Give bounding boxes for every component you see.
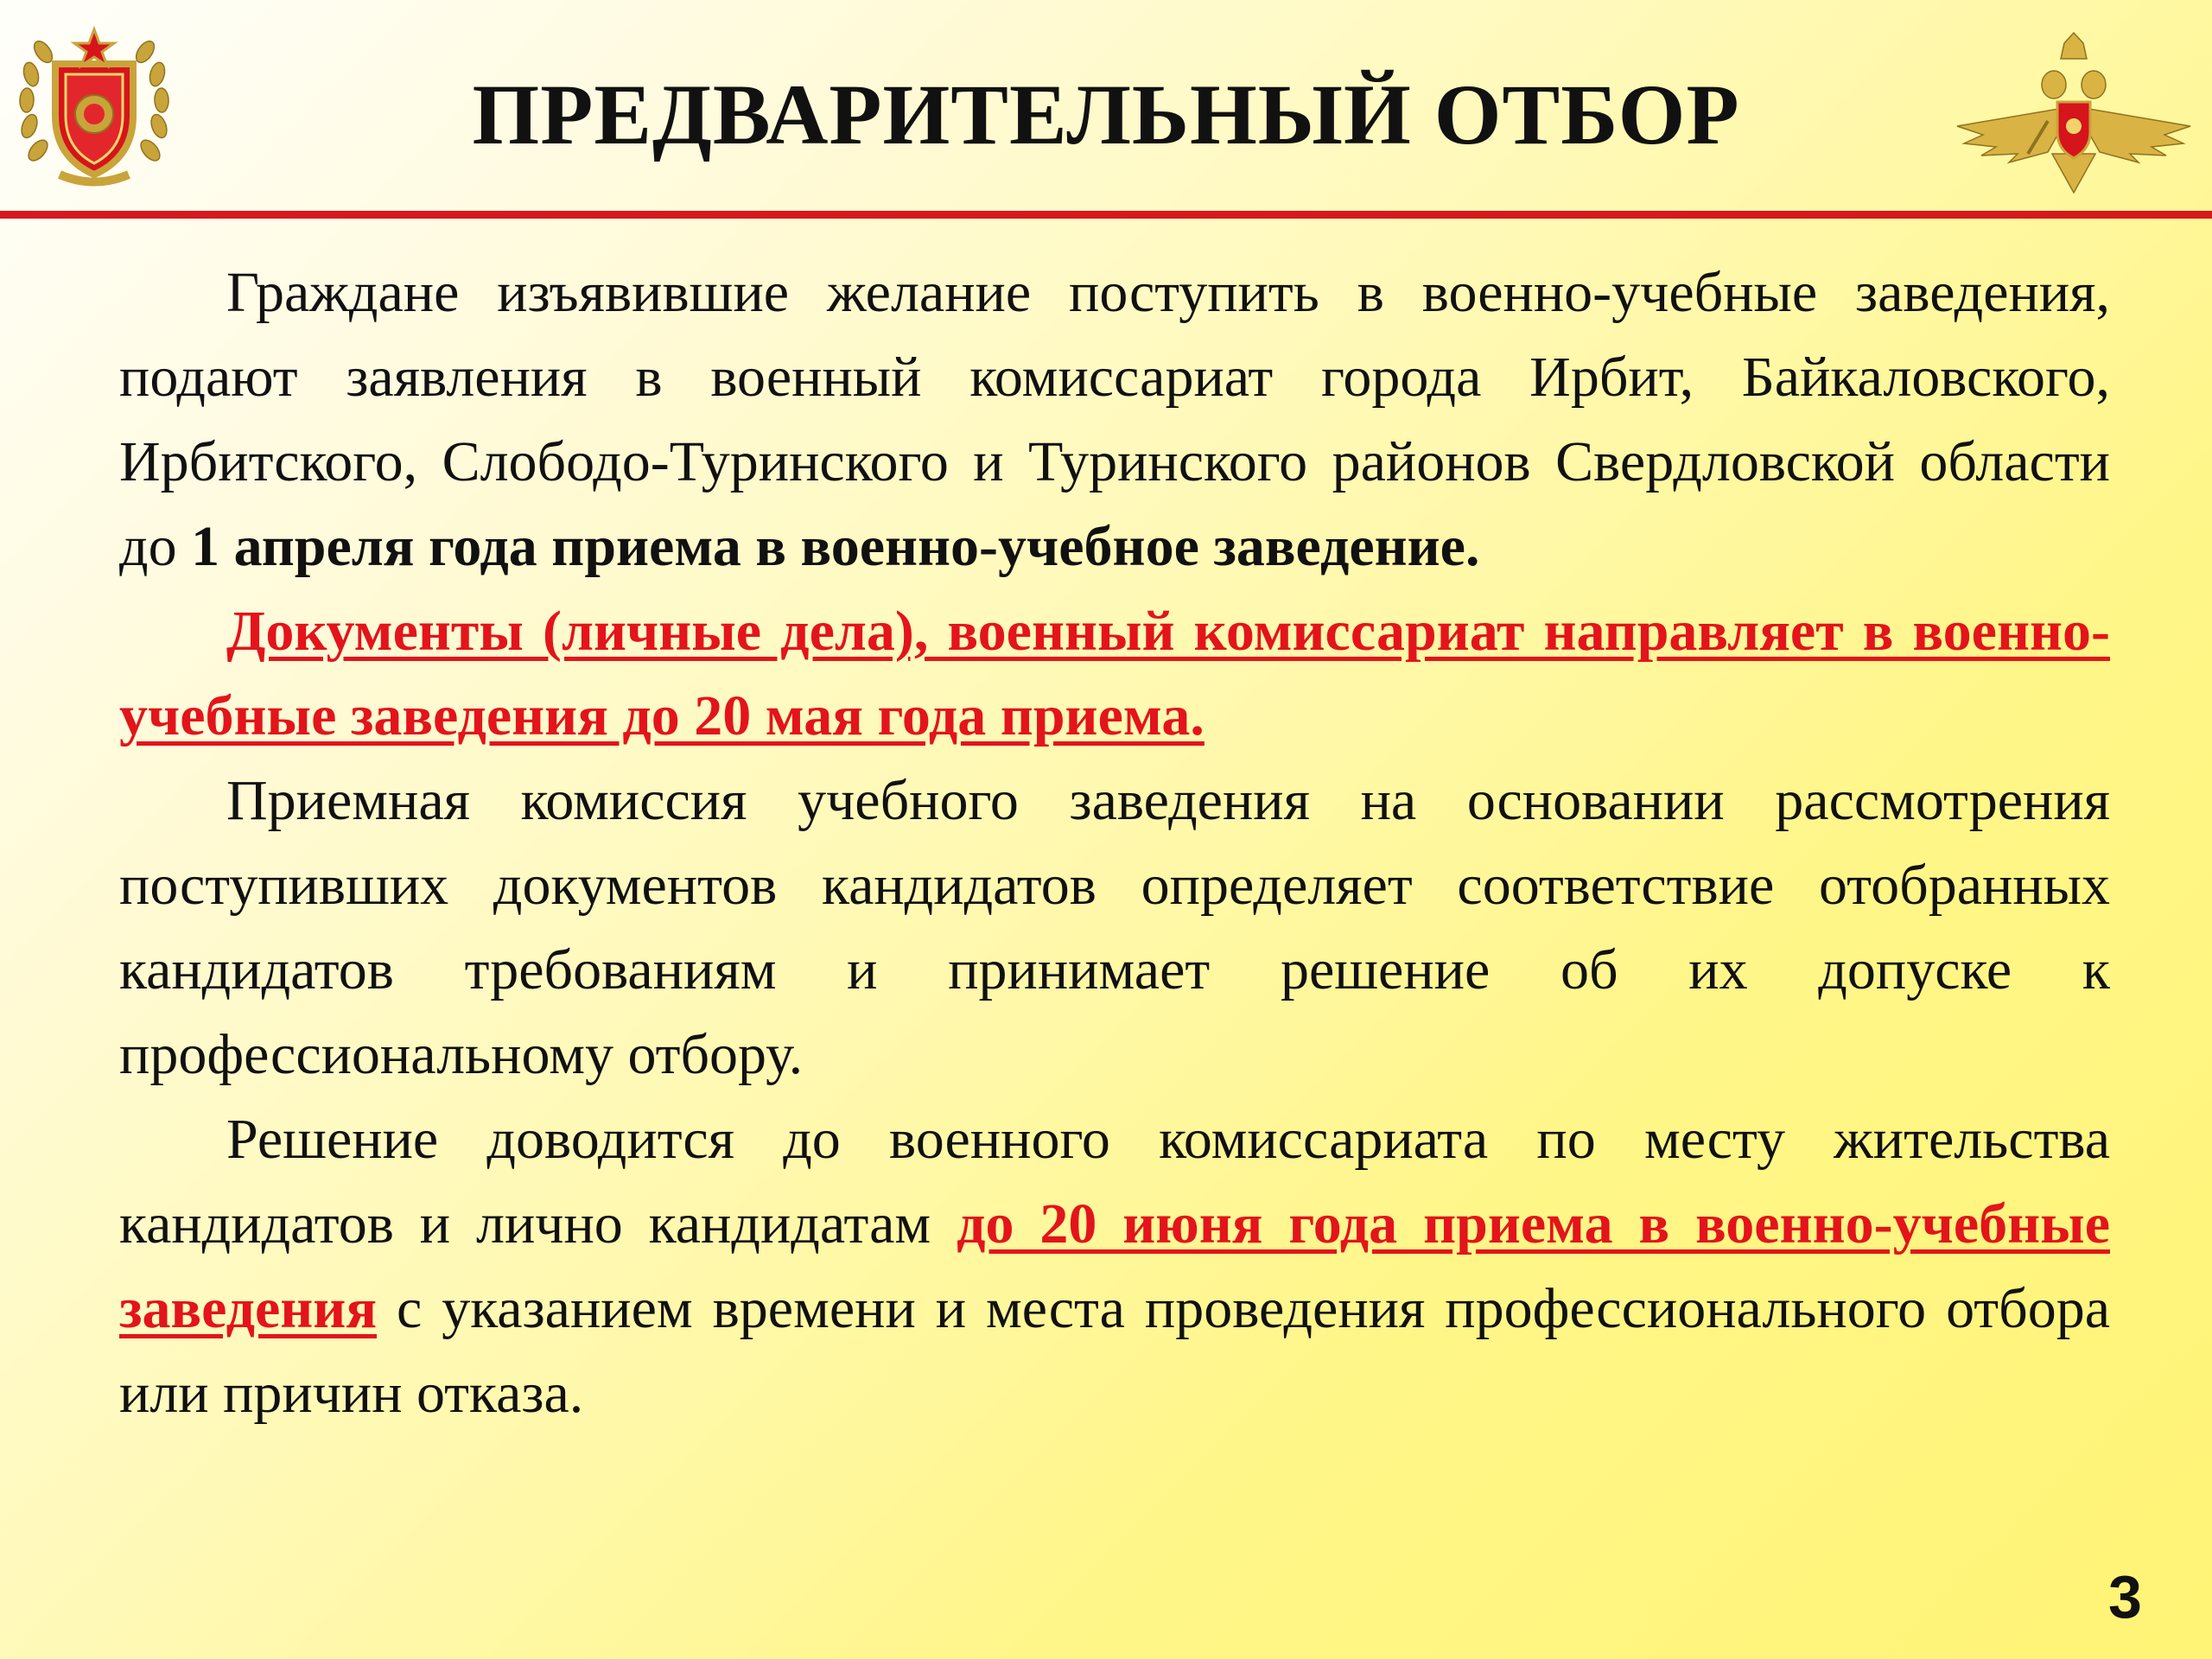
paragraph-decision-notice [119,1097,2110,1436]
paragraph-text: Приемная комиссия учебного заведения на основании рассмотрения поступивших документов кандидатов определяет соответствие отобранных кандидатов требованиям и принимает решение об их допуске к профессиональному отбору. [119,769,2110,1086]
paragraph-text: с указанием времени и места проведения профессионального отбора или причин отказа. [119,1277,2110,1425]
page-number: 3 [2108,1563,2142,1630]
paragraph-application-deadline [119,251,2110,589]
header-divider [0,211,2212,219]
paragraph-text: Решение доводится до военного комиссариата по месту жительства кандидатов и лично кандидатам [119,1108,2110,1255]
deadline-may-highlight: Документы (личные дела), военный комиссариат направляет в военно-учебные заведения до 20 мая года приема. [119,600,2110,747]
paragraph-documents-deadline [119,589,2110,759]
paragraph-text: Граждане изъявившие желание поступить в военно-учебные заведения, подают заявления в военный комиссариат города Ирбит, Байкаловского, Ирбитского, Слободо-Туринского и Туринского районов Свердловской области до [119,261,2110,578]
deadline-april-bold: 1 апреля года приема в военно-учебное заведение. [191,515,1480,578]
deadline-june-highlight: до 20 июня года приема в военно-учебные заведения [119,1192,2110,1340]
military-commissariat-emblem-icon [12,12,176,198]
document-body [119,251,2110,1436]
paragraph-admission-committee [119,759,2110,1097]
page-title: ПРЕДВАРИТЕЛЬНЫЙ ОТБОР [472,67,1740,162]
double-headed-eagle-emblem-icon [1948,24,2199,197]
